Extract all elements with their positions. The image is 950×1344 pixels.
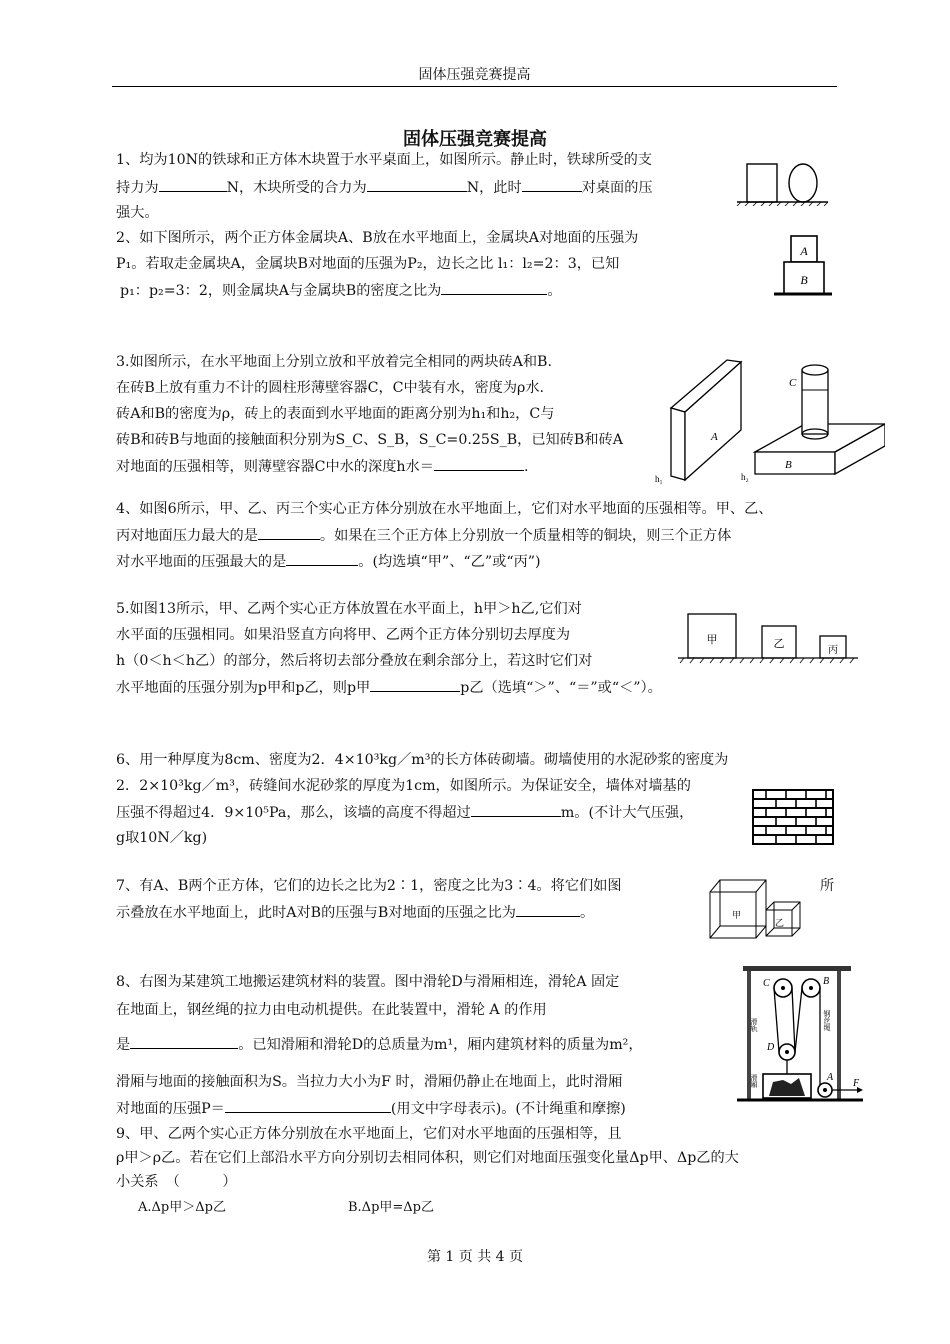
- q7-label-jia: 甲: [732, 911, 742, 921]
- q7-label-yi: 乙: [775, 919, 785, 929]
- q3-label-h1: h₁: [655, 474, 663, 484]
- q8-label-rope: 钢丝绳: [823, 1010, 831, 1031]
- q7-blank[interactable]: [516, 902, 580, 917]
- q5-line4: [116, 677, 662, 698]
- header-rule: [112, 86, 837, 87]
- q3-line1: 3.如图所示，在水平地面上分别立放和平放着完全相同的两块砖A和B.: [116, 354, 552, 370]
- q9-line1: 9、甲、乙两个实心正方体分别放在水平地面上，它们对水平地面的压强相等，且: [116, 1126, 622, 1142]
- running-header: 固体压强竞赛提高: [418, 67, 531, 83]
- q6-line4: g取10N／kg): [116, 830, 208, 846]
- q1-line1: 1、均为10N的铁球和正方体木块置于水平桌面上，如图所示。静止时，铁球所受的支: [116, 152, 653, 168]
- q8-blank-1[interactable]: [130, 1034, 238, 1049]
- q2-label-b: B: [800, 273, 808, 287]
- page-footer: 第 1 页 共 4 页: [426, 1249, 524, 1265]
- q1-blank-3[interactable]: [522, 177, 582, 192]
- q1-blank-2[interactable]: [367, 177, 467, 192]
- q1-line2: [116, 177, 653, 198]
- q1-ball-block-figure: [735, 160, 830, 206]
- q5-blank[interactable]: [370, 677, 460, 692]
- q4-blank-2[interactable]: [286, 551, 358, 566]
- q8-line1: 8、右图为某建筑工地搬运建筑材料的装置。图中滑轮D与滑厢相连，滑轮A 固定: [116, 974, 620, 990]
- q8-label-d: D: [767, 1042, 775, 1053]
- q1-text-a: 持力为: [116, 180, 159, 196]
- q7-line2: [116, 902, 594, 923]
- q8-pulley-lift-figure: [737, 962, 865, 1110]
- q2-stacked-blocks-figure: [772, 232, 834, 302]
- q1-line3: 强大。: [116, 205, 159, 221]
- q5-label-bing: 丙: [828, 645, 838, 656]
- q4-text-b: 。如果在三个正方体上分别放一个质量相等的铜块，则三个正方体: [319, 528, 732, 544]
- q3-line5: [116, 456, 528, 477]
- q7-line1-tail: 所: [820, 878, 835, 894]
- q8-label-b: B: [823, 976, 830, 987]
- q8-label-rail: 滑轨: [750, 1018, 758, 1032]
- q6-text-b: m。(不计大气压强，: [560, 805, 694, 821]
- q8-blank-2[interactable]: [225, 1098, 391, 1113]
- q4-text-d: 。(均选填“甲”、“乙”或“丙”): [358, 554, 541, 570]
- q2-text-b: 。: [547, 283, 562, 299]
- q5-line2: 水平面的压强相同。如果沿竖直方向将甲、乙两个正方体分别切去厚度为: [116, 627, 571, 643]
- q9-option-b[interactable]: B.Δp甲=Δp乙: [348, 1200, 434, 1215]
- q6-brick-wall-figure: [752, 789, 834, 845]
- q2-label-a: A: [800, 244, 808, 258]
- q6-line2: 2．2×10³kg／m³，砖缝间水泥砂浆的厚度为1cm，如图所示。为保证安全，墙体对墙基的: [116, 778, 691, 794]
- q3-bricks-container-figure: [655, 356, 885, 486]
- q3-line2: 在砖B上放有重力不计的圆柱形薄壁容器C，C中装有水，密度为ρ水.: [116, 380, 545, 396]
- q2-text-a: p₁：p₂=3：2，则金属块A与金属块B的密度之比为: [120, 283, 442, 299]
- q1-text-b: N，木块所受的合力为: [226, 180, 367, 196]
- q5-label-yi: 乙: [773, 637, 785, 650]
- q8-text-a: 是: [116, 1037, 131, 1053]
- q2-blank[interactable]: [441, 280, 547, 295]
- q3-text-a: 对地面的压强相等，则薄壁容器C中水的深度h水＝: [116, 459, 434, 475]
- q8-text-b: 。已知滑厢和滑轮D的总质量为m¹，厢内建筑材料的质量为m²，: [238, 1037, 643, 1053]
- q5-label-jia: 甲: [706, 633, 718, 646]
- q3-label-a: A: [711, 431, 718, 443]
- q3-label-c: C: [789, 377, 797, 389]
- q3-text-b: .: [523, 459, 529, 475]
- q8-label-box: 滑厢: [750, 1074, 758, 1088]
- q8-label-a: A: [827, 1072, 834, 1083]
- q7-transparent-cubes-figure: [704, 872, 806, 944]
- q3-blank[interactable]: [434, 456, 524, 471]
- q2-line2: P₁。若取走金属块A，金属块B对地面的压强为P₂，边长之比 l₁：l₂=2：3，已知: [116, 256, 620, 272]
- q4-blank-1[interactable]: [258, 525, 320, 540]
- q8-line3: [116, 1034, 643, 1055]
- q8-text-d: (用文中字母表示)。(不计绳重和摩擦): [390, 1101, 626, 1117]
- q9-option-a[interactable]: A.Δp甲＞Δp乙: [138, 1200, 226, 1215]
- q3-label-b: B: [785, 459, 792, 471]
- q5-text-a: 水平地面的压强分别为p甲和p乙，则p甲: [116, 680, 371, 696]
- page-title: 固体压强竞赛提高: [403, 129, 547, 150]
- q6-text-a: 压强不得超过4．9×10⁵Pa，那么，该墙的高度不得超过: [116, 805, 471, 821]
- q7-text-b: 示叠放在水平地面上，此时A对B的压强与B对地面的压强之比为: [116, 905, 516, 921]
- q3-line4: 砖B和砖B与地面的接触面积分别为S_C、S_B，S_C=0.25S_B，已知砖B和砖A: [116, 432, 623, 448]
- q2-line3: [120, 280, 562, 301]
- q4-line1: 4、如图6所示，甲、乙、丙三个实心正方体分别放在水平地面上，它们对水平地面的压强相等。甲、乙、: [116, 501, 773, 517]
- q4-text-a: 丙对地面压力最大的是: [116, 528, 258, 544]
- q5-line3: h（0＜h＜h乙）的部分，然后将切去部分叠放在剩余部分上，若这时它们对: [116, 653, 593, 669]
- q7-text-a: 7、有A、B两个正方体，它们的边长之比为2∶1，密度之比为3∶4。将它们如图: [116, 878, 622, 894]
- q1-text-c: N，此时: [466, 180, 522, 196]
- q9-line2: ρ甲＞ρ乙。若在它们上部沿水平方向分别切去相同体积，则它们对地面压强变化量Δp甲、Δp乙的大: [116, 1150, 739, 1166]
- q5-cubes-figure: [678, 608, 860, 664]
- q9-line3: 小关系 （ ）: [116, 1174, 237, 1190]
- q8-line5: [116, 1098, 626, 1119]
- q6-line3: [116, 802, 693, 823]
- q8-line2: 在地面上，钢丝绳的拉力由电动机提供。在此装置中，滑轮 A 的作用: [116, 1002, 547, 1018]
- q8-label-f: F: [853, 1078, 860, 1089]
- q1-blank-1[interactable]: [159, 177, 227, 192]
- q8-label-c: C: [763, 978, 770, 989]
- q6-blank[interactable]: [471, 802, 561, 817]
- q1-text-d: 对桌面的压: [581, 180, 653, 196]
- q4-line2: [116, 525, 731, 546]
- q5-text-b: p乙（选填“＞”、“＝”或“＜”）。: [460, 680, 662, 696]
- q8-line4: 滑厢与地面的接触面积为S。当拉力大小为F 时，滑厢仍静止在地面上，此时滑厢: [116, 1074, 623, 1090]
- q7-line1: [116, 876, 622, 896]
- q8-text-c: 对地面的压强P＝: [116, 1101, 225, 1117]
- q2-line1: 2、如下图所示，两个正方体金属块A、B放在水平地面上，金属块A对地面的压强为: [116, 230, 639, 246]
- q4-text-c: 对水平地面的压强最大的是: [116, 554, 287, 570]
- q3-line3: 砖A和B的密度为ρ，砖上的表面到水平地面的距离分别为h₁和h₂，C与: [116, 406, 555, 422]
- q3-label-h2: h₂: [741, 472, 749, 482]
- q7-text-c: 。: [579, 905, 595, 921]
- q5-line1: 5.如图13所示，甲、乙两个实心正方体放置在水平面上，h甲＞h乙,它们对: [116, 601, 582, 617]
- q6-line1: 6、用一种厚度为8cm、密度为2．4×10³kg／m³的长方体砖砌墙。砌墙使用的水泥砂浆的密度为: [116, 752, 729, 768]
- q4-line3: [116, 551, 541, 572]
